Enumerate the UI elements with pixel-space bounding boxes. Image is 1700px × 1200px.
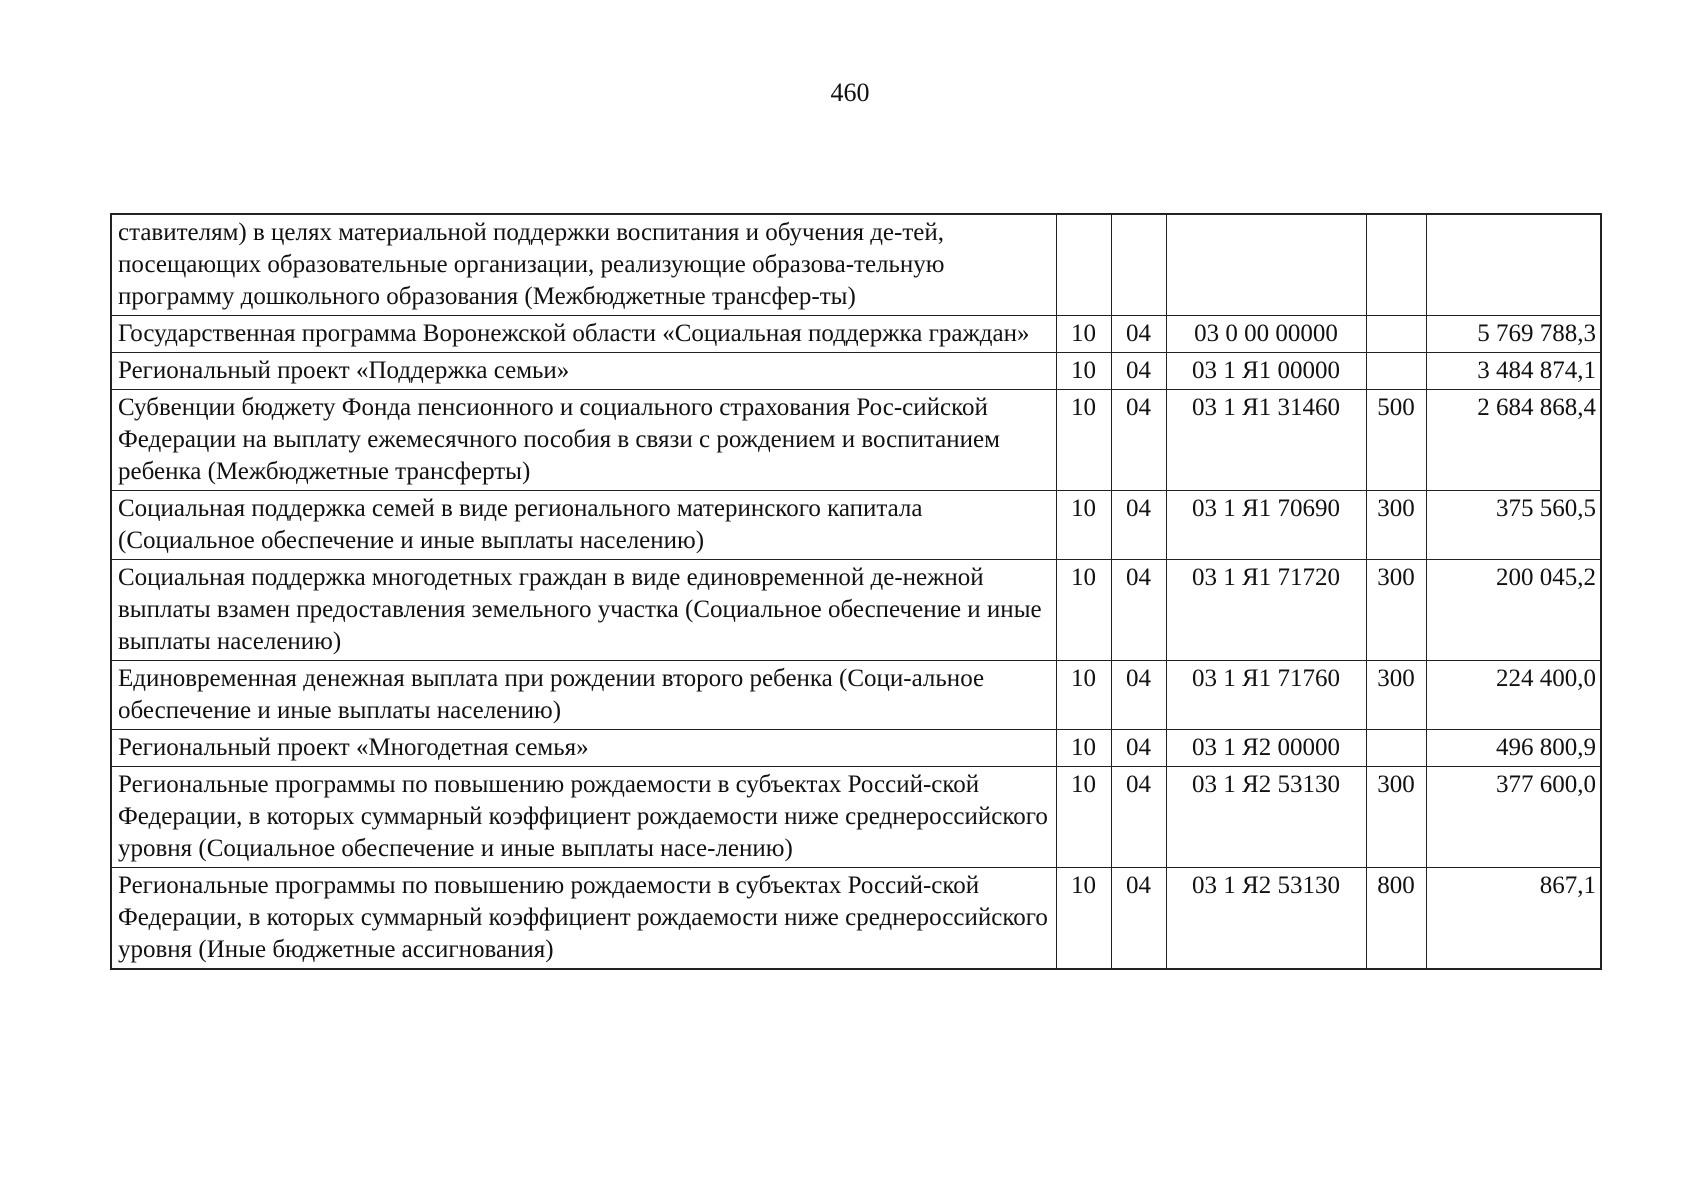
row-subsection-code: 04	[1111, 730, 1166, 767]
row-amount: 200 045,2	[1426, 560, 1601, 661]
table-row	[111, 661, 1601, 730]
row-description: ставителям) в целях материальной поддержки воспитания и обучения де-тей, посещающих образовательные организации, реализующие образова-тельную программу дошкольного образования (Межбюджетные трансфер-ты)	[111, 214, 1056, 316]
row-target-item-code: 03 1 Я1 00000	[1166, 353, 1366, 390]
row-section-code: 10	[1056, 661, 1111, 730]
row-amount: 375 560,5	[1426, 491, 1601, 560]
row-section-code	[1056, 214, 1111, 316]
table-row	[111, 214, 1601, 316]
row-amount: 496 800,9	[1426, 730, 1601, 767]
row-target-item-code: 03 1 Я2 53130	[1166, 767, 1366, 868]
row-subsection-code: 04	[1111, 767, 1166, 868]
row-description: Региональные программы по повышению рождаемости в субъектах Россий-ской Федерации, в которых суммарный коэффициент рождаемости ниже среднероссийского уровня (Социальное обеспечение и иные выплаты насе-лению)	[111, 767, 1056, 868]
row-description: Единовременная денежная выплата при рождении второго ребенка (Соци-альное обеспечение и иные выплаты населению)	[111, 661, 1056, 730]
row-description: Социальная поддержка семей в виде регионального материнского капитала (Социальное обеспечение и иные выплаты населению)	[111, 491, 1056, 560]
row-expense-type-code	[1366, 730, 1426, 767]
table-row	[111, 730, 1601, 767]
row-subsection-code: 04	[1111, 560, 1166, 661]
row-section-code: 10	[1056, 353, 1111, 390]
row-target-item-code: 03 1 Я2 53130	[1166, 868, 1366, 970]
row-subsection-code: 04	[1111, 353, 1166, 390]
row-expense-type-code: 300	[1366, 767, 1426, 868]
row-expense-type-code: 300	[1366, 661, 1426, 730]
row-subsection-code: 04	[1111, 491, 1166, 560]
page-number: 460	[830, 78, 870, 107]
row-subsection-code: 04	[1111, 661, 1166, 730]
row-expense-type-code	[1366, 316, 1426, 353]
row-amount: 2 684 868,4	[1426, 390, 1601, 491]
row-amount: 377 600,0	[1426, 767, 1601, 868]
row-section-code: 10	[1056, 316, 1111, 353]
row-description: Государственная программа Воронежской области «Социальная поддержка граждан»	[111, 316, 1056, 353]
row-section-code: 10	[1056, 868, 1111, 970]
row-section-code: 10	[1056, 390, 1111, 491]
row-description: Субвенции бюджету Фонда пенсионного и социального страхования Рос-сийской Федерации на выплату ежемесячного пособия в связи с рождением и воспитанием ребенка (Межбюджетные трансферты)	[111, 390, 1056, 491]
row-expense-type-code: 300	[1366, 491, 1426, 560]
row-amount	[1426, 214, 1601, 316]
row-target-item-code: 03 1 Я1 71760	[1166, 661, 1366, 730]
table-row	[111, 767, 1601, 868]
row-subsection-code: 04	[1111, 390, 1166, 491]
row-subsection-code: 04	[1111, 868, 1166, 970]
table-row	[111, 353, 1601, 390]
row-amount: 5 769 788,3	[1426, 316, 1601, 353]
row-description: Региональный проект «Поддержка семьи»	[111, 353, 1056, 390]
table-row	[111, 491, 1601, 560]
row-expense-type-code	[1366, 214, 1426, 316]
row-expense-type-code: 300	[1366, 560, 1426, 661]
row-amount: 867,1	[1426, 868, 1601, 970]
row-amount: 224 400,0	[1426, 661, 1601, 730]
row-section-code: 10	[1056, 491, 1111, 560]
table-row	[111, 390, 1601, 491]
row-section-code: 10	[1056, 730, 1111, 767]
row-section-code: 10	[1056, 767, 1111, 868]
table-row	[111, 316, 1601, 353]
table-row	[111, 560, 1601, 661]
row-target-item-code: 03 1 Я1 31460	[1166, 390, 1366, 491]
row-expense-type-code	[1366, 353, 1426, 390]
row-description: Социальная поддержка многодетных граждан в виде единовременной де-нежной выплаты взамен предоставления земельного участка (Социальное обеспечение и иные выплаты населению)	[111, 560, 1056, 661]
row-target-item-code: 03 1 Я1 70690	[1166, 491, 1366, 560]
row-target-item-code: 03 1 Я1 71720	[1166, 560, 1366, 661]
budget-table	[110, 213, 1602, 970]
row-target-item-code	[1166, 214, 1366, 316]
table-row	[111, 868, 1601, 970]
row-target-item-code: 03 1 Я2 00000	[1166, 730, 1366, 767]
row-expense-type-code: 800	[1366, 868, 1426, 970]
row-subsection-code	[1111, 214, 1166, 316]
row-expense-type-code: 500	[1366, 390, 1426, 491]
row-section-code: 10	[1056, 560, 1111, 661]
row-description: Региональные программы по повышению рождаемости в субъектах Россий-ской Федерации, в которых суммарный коэффициент рождаемости ниже среднероссийского уровня (Иные бюджетные ассигнования)	[111, 868, 1056, 970]
row-amount: 3 484 874,1	[1426, 353, 1601, 390]
row-subsection-code: 04	[1111, 316, 1166, 353]
row-target-item-code: 03 0 00 00000	[1166, 316, 1366, 353]
row-description: Региональный проект «Многодетная семья»	[111, 730, 1056, 767]
